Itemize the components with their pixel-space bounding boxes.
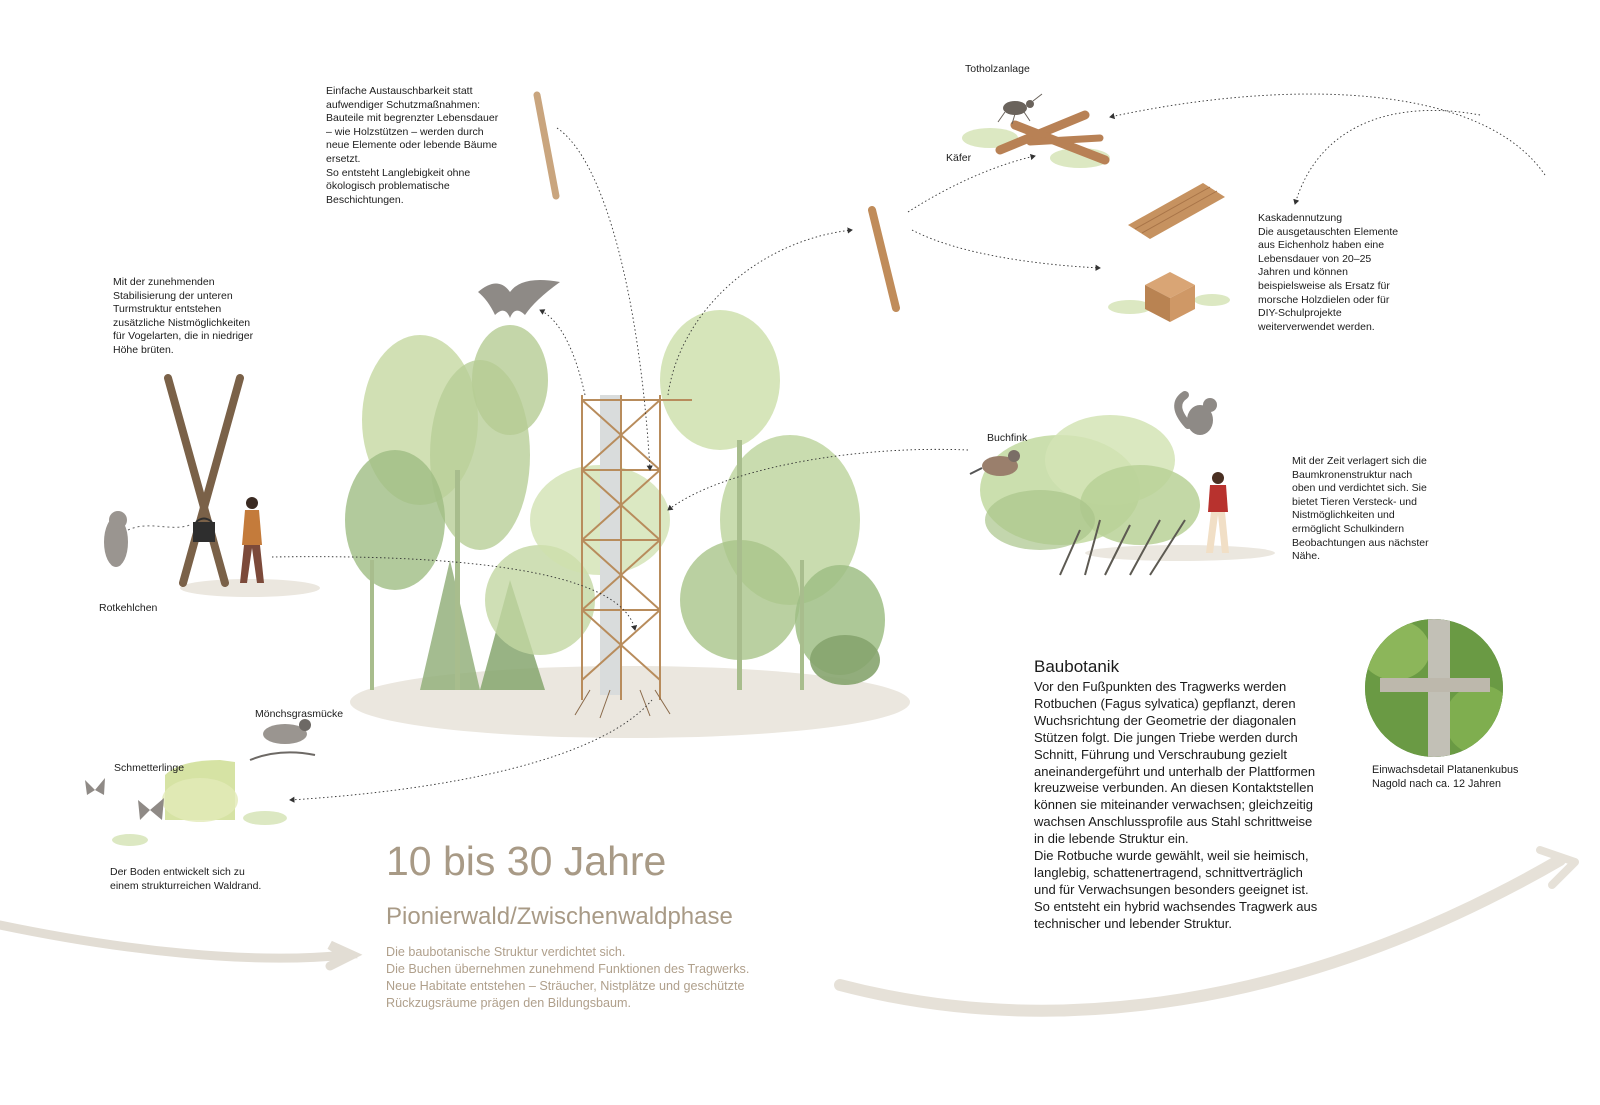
deadwood-pile-icon (962, 115, 1110, 168)
note-exchangeability: Einfache Austauschbarkeit statt aufwendiger Schutzmaßnahmen: Bauteile mit begrenzter Lebensdauer – wie Holzstützen – werden durch neue Elemente oder lebende Bäume ersetzt. So entsteht Langlebigkeit ohne ökologisch problematische Beschichtungen. (326, 85, 499, 206)
robin-icon (104, 511, 190, 567)
phase-subtitle: Pionierwald/Zwischenwaldphase (386, 903, 733, 930)
baubotanik-title: Baubotanik (1034, 657, 1120, 676)
phase-title: 10 bis 30 Jahre (386, 838, 667, 884)
bat-icon (478, 280, 560, 318)
label-buchfink: Buchfink (987, 432, 1028, 444)
beetle-icon (998, 94, 1042, 124)
phase-description: Die baubotanische Struktur verdichtet sich. Die Buchen übernehmen zunehmend Funktionen des Tragwerks. Neue Habitate entstehen – Sträucher, Nistplätze und geschützte Rückzugsräume prägen den Bildungsbaum. (386, 945, 750, 1010)
robin-ground (180, 579, 320, 597)
note-cascade-use: Kaskadennutzung Die ausgetauschten Elemente aus Eichenholz haben eine Lebensdauer von 20–25 Jahren und können beispielsweise als Ersatz für morsche Holzdielen oder für DIY-Schulprojekte weiterverwendet werden. (1258, 212, 1399, 333)
label-schmetterlinge: Schmetterlinge (114, 762, 185, 774)
baubotanik-body: Vor den Fußpunkten des Tragwerks werden Rotbuchen (Fagus sylvatica) gepflanzt, deren Wuchsrichtung der Geometrie der diagonalen Stützen folgt. Die jungen Triebe werden durch Schnitt, Führung und Verschraubung gezielt aneinandergeführt und unterhalb der Plattformen kreuzweise verbunden. An diesen Kontaktstellen können sie miteinander verwachsen; gleichzeitig wachsen Anschlussprofile aus Stahl schrittweise in die lebende Struktur ein. Die Rotbuche wurde gewählt, weil sie heimisch, langlebig, schattenertragend, schnittverträglich und für Verwachsungen besonders geeignet ist. So entsteht ein hybrid wachsendes Tragwerk aus technischer und lebender Struktur. (1034, 679, 1318, 931)
cross-structure-icon (168, 378, 240, 583)
label-rotkehlchen: Rotkehlchen (99, 602, 158, 614)
note-ground: Der Boden entwickelt sich zu einem strukturreichen Waldrand. (110, 866, 262, 892)
baubotanik-photo (1360, 619, 1515, 757)
woman-figure-icon (240, 497, 264, 583)
flow-swoosh-left (0, 925, 352, 966)
wooden-box-icon (1108, 272, 1230, 322)
label-totholzanlage: Totholzanlage (965, 63, 1030, 75)
wood-plank-icon (1128, 183, 1225, 239)
butterfly-icon (85, 778, 164, 820)
replaced-column-icon (872, 210, 896, 308)
label-moenchsgrasmuecke: Mönchsgrasmücke (255, 708, 344, 720)
label-kaefer: Käfer (946, 152, 972, 164)
squirrel-icon (1178, 395, 1217, 435)
photo-caption: Einwachsdetail Platanenkubus Nagold nach ca. 12 Jahren (1372, 764, 1519, 790)
note-nesting: Mit der zunehmenden Stabilisierung der unteren Turmstruktur entstehen zusätzliche Nistmöglichkeiten für Vogelarten, die in niedriger Höhe brüten. (113, 276, 254, 356)
blackcap-icon (250, 719, 315, 760)
note-canopy: Mit der Zeit verlagert sich die Baumkronenstruktur nach oben und verdichtet sich. Sie bietet Tieren Versteck- und Nistmöglichkeiten und ermöglicht Schulkindern Beobachtungen aus nächster Nähe. (1292, 455, 1429, 563)
child-figure-icon (1206, 472, 1229, 553)
chaffinch-icon (970, 450, 1020, 476)
wooden-column-icon (537, 95, 556, 196)
